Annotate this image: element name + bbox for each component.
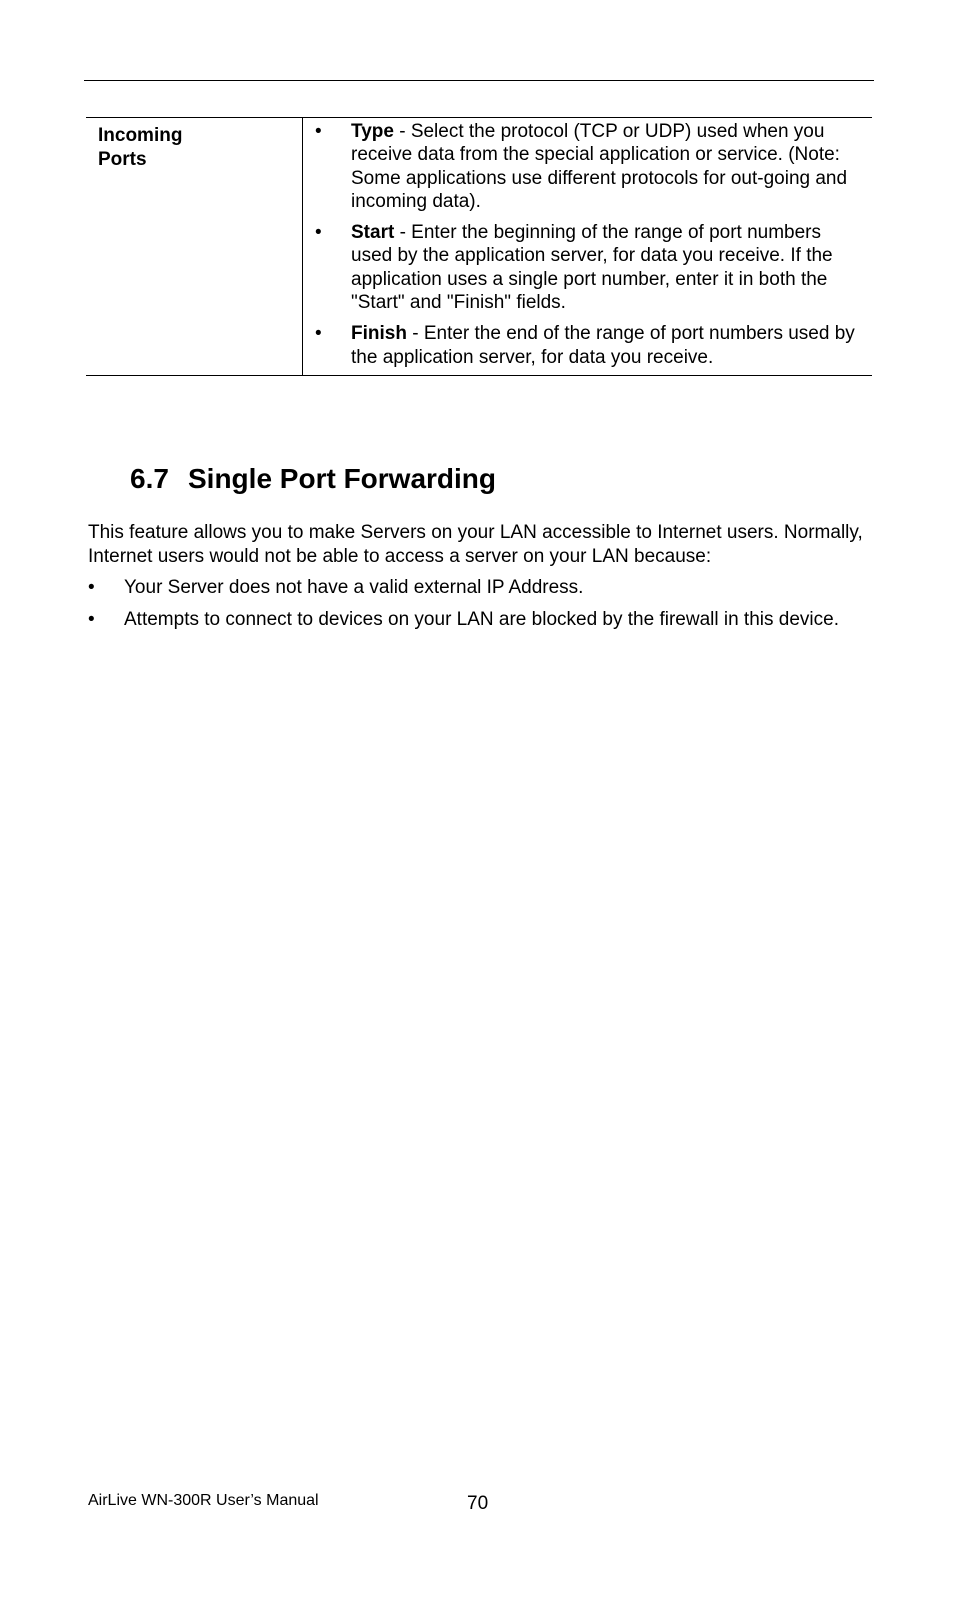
list-item [313,221,864,314]
term-finish: Finish [351,323,407,345]
parameter-label-line2: Ports [98,149,147,170]
list-item [88,576,878,600]
list-item [313,120,864,213]
section-bullet-list [88,576,878,631]
section-title: Single Port Forwarding [188,463,497,494]
parameter-label [86,118,303,376]
section-heading [130,462,496,496]
footer-manual-title: AirLive WN-300R User’s Manual [88,1492,319,1509]
bullet-icon: • [315,323,322,345]
section-number: 6.7 [130,463,169,494]
parameter-label-line1: Incoming [98,125,183,146]
term-type: Type [351,121,394,142]
bullet-icon: • [315,222,322,244]
list-item [313,322,864,369]
table-row [86,118,872,376]
list-item [88,608,878,632]
bullet-icon: • [88,608,95,630]
section-intro: This feature allows you to make Servers on your LAN accessible to Internet users. Normally, Internet users would not be able to access a server on your LAN because: [88,522,863,567]
parameter-bullet-list [313,120,864,369]
parameter-description [303,118,873,376]
term-start-description: - Enter the beginning of the range of port numbers used by the application server, for data you receive. If the application uses a single port number, enter it in both the "Start" and "Finish" fields. [351,222,833,314]
bullet-text: Your Server does not have a valid external IP Address. [124,577,584,598]
parameter-table [86,117,872,376]
bullet-text: Attempts to connect to devices on your LAN are blocked by the firewall in this device. [124,608,839,630]
bullet-icon: • [88,577,95,598]
page-number: 70 [467,1493,489,1514]
term-finish-description: - Enter the end of the range of port numbers used by the application server, for data you receive. [351,323,855,368]
term-start: Start [351,222,395,244]
section-body [88,521,878,639]
term-type-description: - Select the protocol (TCP or UDP) used when you receive data from the special application or service. (Note: Some applications use different protocols for out-going and incoming data). [351,121,848,212]
bullet-icon: • [315,121,322,142]
header-rule [84,80,874,81]
